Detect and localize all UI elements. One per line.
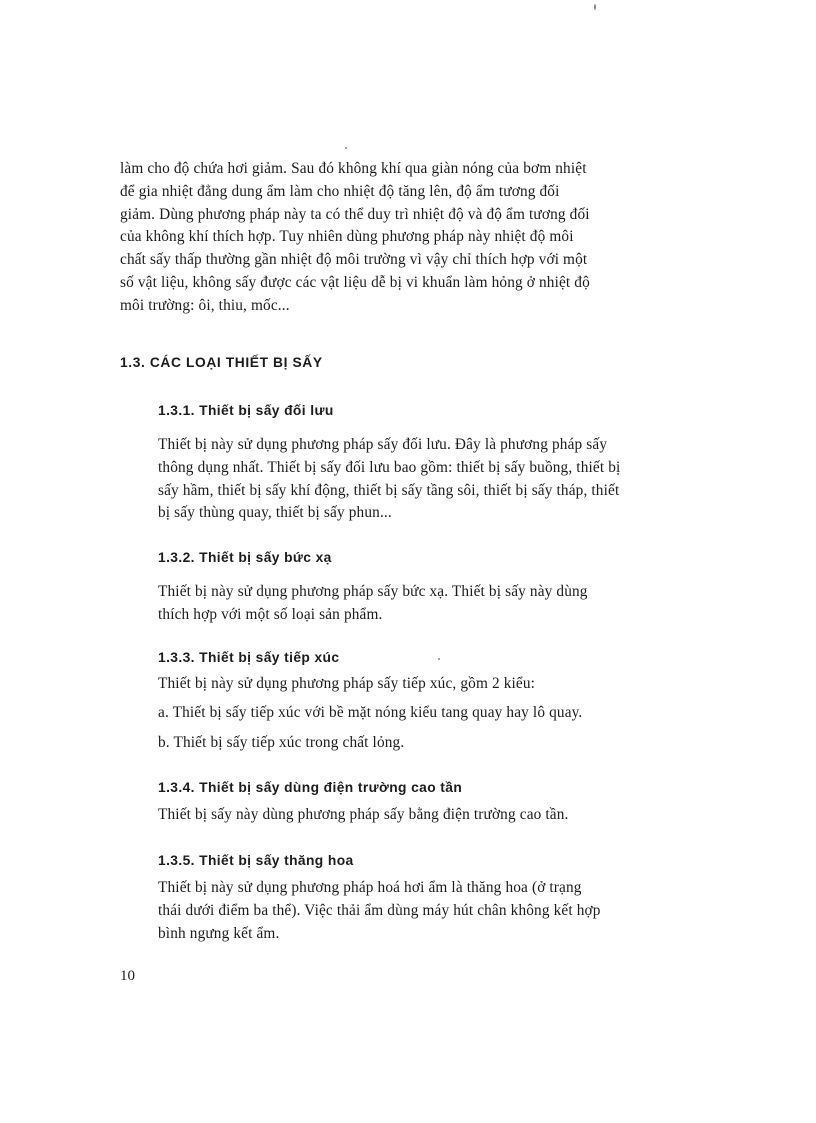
intro-line: để gia nhiệt đẳng dung ẩm làm cho nhiệt độ tăng lên, độ ẩm tương đối	[120, 182, 560, 200]
intro-line: môi trường: ôi, thiu, mốc...	[120, 296, 290, 314]
page-number: 10	[120, 968, 135, 984]
scan-speck	[345, 147, 347, 149]
paragraph-line: thái dưới điểm ba thể). Việc thải ẩm dùng máy hút chân không kết hợp	[158, 901, 601, 919]
intro-line: giảm. Dùng phương pháp này ta có thể duy trì nhiệt độ và độ ẩm tương đối	[120, 205, 590, 223]
subsection-heading-radiation: 1.3.2. Thiết bị sấy bức xạ	[158, 550, 332, 565]
paragraph-line: bình ngưng kết ẩm.	[158, 924, 280, 942]
intro-line: chất sấy thấp thường gần nhiệt độ môi trường vì vậy chỉ thích hợp với một	[120, 251, 588, 269]
contact-intro: Thiết bị này sử dụng phương pháp sấy tiếp xúc, gồm 2 kiểu:	[158, 675, 536, 692]
scan-speck	[594, 4, 596, 10]
high-frequency-text: Thiết bị sấy này dùng phương pháp sấy bằng điện trường cao tần.	[158, 806, 569, 823]
paragraph-line: bị sấy thùng quay, thiết bị sấy phun...	[158, 504, 392, 522]
intro-line: số vật liệu, không sấy được các vật liệu dễ bị vi khuẩn làm hỏng ở nhiệt độ	[120, 273, 590, 291]
section-heading: 1.3. CÁC LOẠI THIẾT BỊ SẤY	[120, 355, 323, 370]
convection-paragraph	[120, 434, 710, 525]
scan-speck	[438, 658, 440, 660]
subsection-heading-convection: 1.3.1. Thiết bị sấy đối lưu	[158, 403, 334, 418]
paragraph-line: thông dụng nhất. Thiết bị sấy đối lưu bao gồm: thiết bị sấy buồng, thiết bị	[158, 458, 621, 476]
radiation-paragraph	[120, 581, 710, 627]
subsection-heading-sublimation: 1.3.5. Thiết bị sấy thăng hoa	[158, 853, 354, 868]
intro-line: làm cho độ chứa hơi giảm. Sau đó không khí qua giàn nóng của bơm nhiệt	[120, 160, 587, 177]
intro-paragraph	[120, 158, 710, 318]
paragraph-line: thích hợp với một số loại sản phẩm.	[158, 605, 383, 623]
paragraph-line: Thiết bị này sử dụng phương pháp hoá hơi ẩm là thăng hoa (ở trạng	[158, 879, 582, 896]
contact-item-b: b. Thiết bị sấy tiếp xúc trong chất lỏng.	[158, 734, 405, 751]
subsection-heading-contact: 1.3.3. Thiết bị sấy tiếp xúc	[158, 650, 340, 665]
paragraph-line: Thiết bị này sử dụng phương pháp sấy bức xạ. Thiết bị sấy này dùng	[158, 583, 588, 600]
paragraph-line: Thiết bị này sử dụng phương pháp sấy đối lưu. Đây là phương pháp sấy	[158, 436, 608, 453]
paragraph-line: sấy hầm, thiết bị sấy khí động, thiết bị sấy tầng sôi, thiết bị sấy tháp, thiết	[158, 481, 620, 499]
intro-line: của không khí thích hợp. Tuy nhiên dùng phương pháp này nhiệt độ môi	[120, 228, 574, 246]
contact-item-a: a. Thiết bị sấy tiếp xúc với bề mặt nóng kiểu tang quay hay lô quay.	[158, 704, 583, 721]
subsection-heading-high-frequency: 1.3.4. Thiết bị sấy dùng điện trường cao tần	[158, 780, 463, 795]
sublimation-paragraph	[120, 877, 710, 945]
